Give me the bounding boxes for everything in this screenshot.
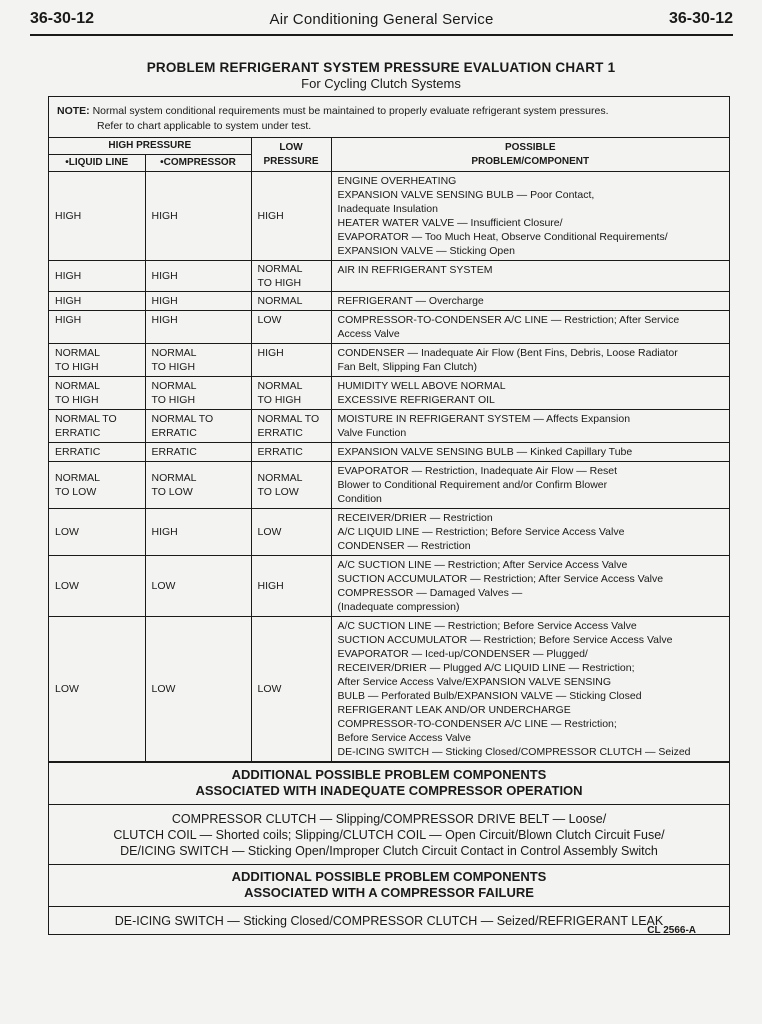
problem-component-cell — [331, 344, 729, 377]
table-row — [49, 377, 729, 410]
low-pressure-cell-line: ERRATIC — [257, 427, 303, 439]
liquid-line-cell-line: NORMAL — [55, 472, 100, 484]
liquid-line-cell — [49, 292, 145, 311]
liquid-line-cell-line: NORMAL — [55, 347, 100, 359]
chart-subtitle: For Cycling Clutch Systems — [301, 76, 461, 91]
problem-component-cell — [331, 443, 729, 462]
low-pressure-cell-line: NORMAL — [257, 380, 303, 392]
liquid-line-cell-line: NORMAL TO — [55, 413, 117, 425]
low-pressure-cell — [251, 311, 331, 344]
problem-component-cell-line: COMPRESSOR-TO-CONDENSER A/C LINE — Restriction; After Service — [337, 314, 680, 326]
problem-component-cell-line: COMPRESSOR — Damaged Valves — — [337, 587, 523, 599]
low-pressure-cell-line: TO LOW — [257, 486, 299, 498]
liquid-line-cell-line: NORMAL — [55, 380, 100, 392]
low-pressure-cell — [251, 410, 331, 443]
table-row — [49, 462, 729, 509]
compressor-cell-line: NORMAL — [151, 347, 197, 359]
low-pressure-cell — [251, 292, 331, 311]
problem-component-cell-line: (Inadequate compression) — [337, 601, 460, 613]
liquid-line-cell-line: HIGH — [55, 314, 82, 326]
table-row — [49, 292, 729, 311]
table-row — [49, 172, 729, 261]
liquid-line-cell — [49, 172, 145, 261]
liquid-line-cell — [49, 556, 145, 617]
problem-component-cell-line: BULB — Perforated Bulb/EXPANSION VALVE — Sticking Closed — [337, 690, 642, 702]
liquid-line-cell-line: HIGH — [55, 270, 82, 282]
low-pressure-cell — [251, 261, 331, 292]
compressor-cell — [145, 462, 251, 509]
problem-component-cell-line: HUMIDITY WELL ABOVE NORMAL — [337, 380, 506, 392]
problem-component-cell-line: DE-ICING SWITCH — Sticking Closed/COMPRESSOR CLUTCH — Seized — [337, 746, 691, 758]
low-pressure-cell-line: NORMAL — [257, 295, 303, 307]
compressor-cell — [145, 172, 251, 261]
problem-component-cell-line: EXCESSIVE REFRIGERANT OIL — [337, 394, 495, 406]
liquid-line-cell-line: TO HIGH — [55, 394, 99, 406]
compressor-cell-line: NORMAL TO — [151, 413, 214, 425]
note-text-2: Refer to chart applicable to system under test. — [97, 120, 312, 132]
problem-component-cell-line: RECEIVER/DRIER — Plugged A/C LIQUID LINE — Restriction; — [337, 662, 635, 674]
low-pressure-cell — [251, 462, 331, 509]
table-row — [49, 509, 729, 556]
problem-component-cell-line: MOISTURE IN REFRIGERANT SYSTEM — Affects Expansion — [337, 413, 631, 425]
problem-component-cell — [331, 462, 729, 509]
page-number-right: 36-30-12 — [668, 10, 733, 27]
liquid-line-cell — [49, 462, 145, 509]
compressor-cell — [145, 261, 251, 292]
liquid-line-cell — [49, 344, 145, 377]
liquid-line-cell — [49, 377, 145, 410]
liquid-line-cell-line: TO LOW — [55, 486, 97, 498]
liquid-line-cell-line: HIGH — [55, 295, 82, 307]
compressor-cell — [145, 443, 251, 462]
low-pressure-cell-line: HIGH — [257, 580, 284, 592]
page-number-left: 36-30-12 — [30, 10, 95, 27]
problem-component-cell — [331, 410, 729, 443]
low-pressure-cell-line: LOW — [257, 683, 282, 695]
low-pressure-cell-line: HIGH — [257, 210, 284, 222]
compressor-cell — [145, 509, 251, 556]
compressor-cell-line: ERRATIC — [151, 446, 197, 458]
low-pressure-cell-line: TO HIGH — [257, 394, 302, 406]
compressor-cell — [145, 410, 251, 443]
header-high-pressure: HIGH PRESSURE — [49, 138, 251, 155]
problem-component-cell-line: REFRIGERANT — Overcharge — [337, 295, 484, 307]
problem-component-cell — [331, 261, 729, 292]
problem-component-cell-line: COMPRESSOR-TO-CONDENSER A/C LINE — Restriction; — [337, 718, 617, 730]
low-pressure-cell-line: HIGH — [257, 347, 284, 359]
liquid-line-cell — [49, 261, 145, 292]
additional-inadequate-line-2: CLUTCH COIL — Shorted coils; Slipping/CLUTCH COIL — Open Circuit/Blown Clutch Circuit Fuse/ — [113, 828, 665, 842]
page-header — [30, 8, 733, 36]
low-pressure-cell-line: NORMAL TO — [257, 413, 320, 425]
low-pressure-cell — [251, 172, 331, 261]
header-low-pressure — [251, 138, 331, 172]
table-row — [49, 443, 729, 462]
compressor-cell — [145, 292, 251, 311]
problem-component-cell-line: Valve Function — [337, 427, 407, 439]
liquid-line-cell — [49, 311, 145, 344]
low-pressure-cell — [251, 556, 331, 617]
low-pressure-cell-line: TO HIGH — [257, 277, 302, 289]
additional-failure-heading-line-1: ADDITIONAL POSSIBLE PROBLEM COMPONENTS — [231, 869, 547, 884]
low-pressure-cell — [251, 509, 331, 556]
low-pressure-cell-line: LOW — [257, 314, 282, 326]
liquid-line-cell — [49, 617, 145, 762]
table-body — [49, 172, 729, 762]
additional-inadequate-body — [49, 804, 729, 864]
problem-component-cell-line: Condition — [337, 493, 382, 505]
liquid-line-cell-line: ERRATIC — [55, 446, 101, 458]
compressor-cell-line: NORMAL — [151, 472, 197, 484]
header-compressor: •COMPRESSOR — [145, 155, 251, 172]
problem-component-cell-line: RECEIVER/DRIER — Restriction — [337, 512, 493, 524]
problem-component-cell — [331, 172, 729, 261]
table-row — [49, 344, 729, 377]
problem-component-cell-line: A/C SUCTION LINE — Restriction; After Service Access Valve — [337, 559, 628, 571]
problem-component-cell — [331, 509, 729, 556]
problem-component-cell-line: EXPANSION VALVE — Sticking Open — [337, 245, 515, 257]
low-pressure-cell — [251, 617, 331, 762]
problem-component-cell-line: EXPANSION VALVE SENSING BULB — Kinked Capillary Tube — [337, 446, 633, 458]
problem-component-cell-line: SUCTION ACCUMULATOR — Restriction; Before Service Access Valve — [337, 634, 673, 646]
table-row — [49, 311, 729, 344]
problem-component-cell-line: REFRIGERANT LEAK AND/OR UNDERCHARGE — [337, 704, 571, 716]
low-pressure-cell-line: LOW — [257, 526, 282, 538]
liquid-line-cell-line: HIGH — [55, 210, 82, 222]
note-box — [49, 97, 729, 138]
problem-component-cell — [331, 311, 729, 344]
note-label: NOTE: — [57, 105, 90, 117]
compressor-cell — [145, 556, 251, 617]
liquid-line-cell — [49, 410, 145, 443]
header-liquid-line: •LIQUID LINE — [49, 155, 145, 172]
header-low-line-1: LOW — [279, 141, 303, 153]
chart-title: PROBLEM REFRIGERANT SYSTEM PRESSURE EVALUATION CHART 1 — [146, 60, 616, 75]
header-low-line-2: PRESSURE — [263, 155, 319, 167]
problem-component-cell-line: After Service Access Valve/EXPANSION VALVE SENSING — [337, 676, 611, 688]
problem-component-cell-line: SUCTION ACCUMULATOR — Restriction; After Service Access Valve — [337, 573, 664, 585]
additional-inadequate-line-3: DE/ICING SWITCH — Sticking Open/Improper Clutch Circuit Contact in Control Assembly Switch — [120, 844, 658, 858]
problem-component-cell-line: ENGINE OVERHEATING — [337, 175, 457, 187]
liquid-line-cell-line: LOW — [55, 580, 79, 592]
problem-component-cell-line: AIR IN REFRIGERANT SYSTEM — [337, 264, 493, 276]
problem-component-cell-line: Access Valve — [337, 328, 400, 340]
problem-component-cell-line: Inadequate Insulation — [337, 203, 438, 215]
liquid-line-cell-line: LOW — [55, 683, 79, 695]
additional-failure-heading-line-2: ASSOCIATED WITH A COMPRESSOR FAILURE — [244, 885, 534, 900]
problem-component-cell-line: Fan Belt, Slipping Fan Clutch) — [337, 361, 477, 373]
compressor-cell-line: TO HIGH — [151, 394, 196, 406]
figure-reference-code: CL 2566-A — [647, 925, 696, 936]
problem-component-cell-line: EVAPORATOR — Too Much Heat, Observe Conditional Requirements/ — [337, 231, 668, 243]
compressor-cell-line: TO LOW — [151, 486, 193, 498]
problem-component-cell-line: EXPANSION VALVE SENSING BULB — Poor Contact, — [337, 189, 595, 201]
liquid-line-cell-line: TO HIGH — [55, 361, 99, 373]
additional-inadequate-heading-line-2: ASSOCIATED WITH INADEQUATE COMPRESSOR OPERATION — [195, 783, 583, 798]
problem-component-cell — [331, 556, 729, 617]
header-problem-line-1: POSSIBLE — [504, 141, 556, 153]
compressor-cell-line: HIGH — [151, 526, 178, 538]
problem-component-cell-line: CONDENSER — Inadequate Air Flow (Bent Fins, Debris, Loose Radiator — [337, 347, 678, 359]
problem-component-cell-line: Blower to Conditional Requirement and/or Confirm Blower — [337, 479, 608, 491]
compressor-cell-line: HIGH — [151, 314, 178, 326]
problem-component-cell-line: CONDENSER — Restriction — [337, 540, 471, 552]
compressor-cell-line: ERRATIC — [151, 427, 197, 439]
table-row — [49, 410, 729, 443]
problem-component-cell-line: EVAPORATOR — Restriction, Inadequate Air Flow — Reset — [337, 465, 618, 477]
compressor-cell-line: NORMAL — [151, 380, 197, 392]
additional-failure-heading — [49, 864, 729, 906]
note-text-1: Normal system conditional requirements must be maintained to properly evaluate refrigerant system pressures. — [92, 105, 609, 117]
low-pressure-cell — [251, 443, 331, 462]
liquid-line-cell-line: ERRATIC — [55, 427, 101, 439]
compressor-cell — [145, 344, 251, 377]
table-row — [49, 261, 729, 292]
liquid-line-cell — [49, 509, 145, 556]
note-line-1 — [57, 104, 721, 119]
compressor-cell — [145, 311, 251, 344]
problem-component-cell — [331, 377, 729, 410]
additional-failure-line-1: DE-ICING SWITCH — Sticking Closed/COMPRESSOR CLUTCH — Seized/REFRIGERANT LEAK — [114, 914, 664, 928]
header-problem-component — [331, 138, 729, 172]
compressor-cell — [145, 617, 251, 762]
additional-inadequate-line-1: COMPRESSOR CLUTCH — Slipping/COMPRESSOR DRIVE BELT — Loose/ — [171, 812, 607, 826]
problem-component-cell-line: Before Service Access Valve — [337, 732, 471, 744]
problem-component-cell-line: HEATER WATER VALVE — Insufficient Closure/ — [337, 217, 563, 229]
pressure-evaluation-table — [49, 138, 729, 762]
problem-component-cell-line: A/C LIQUID LINE — Restriction; Before Service Access Valve — [337, 526, 625, 538]
problem-component-cell — [331, 292, 729, 311]
problem-component-cell-line: A/C SUCTION LINE — Restriction; Before Service Access Valve — [337, 620, 637, 632]
header-problem-line-2: PROBLEM/COMPONENT — [471, 155, 590, 167]
additional-failure-body — [49, 906, 729, 934]
compressor-cell-line: HIGH — [151, 270, 178, 282]
compressor-cell-line: HIGH — [151, 295, 178, 307]
liquid-line-cell-line: LOW — [55, 526, 79, 538]
low-pressure-cell-line: NORMAL — [257, 472, 303, 484]
compressor-cell-line: TO HIGH — [151, 361, 196, 373]
evaluation-chart-frame — [48, 96, 730, 935]
table-row — [49, 556, 729, 617]
compressor-cell-line: LOW — [151, 683, 176, 695]
problem-component-cell — [331, 617, 729, 762]
additional-inadequate-heading-line-1: ADDITIONAL POSSIBLE PROBLEM COMPONENTS — [231, 767, 547, 782]
problem-component-cell-line: EVAPORATOR — Iced-up/CONDENSER — Plugged/ — [337, 648, 588, 660]
table-row — [49, 617, 729, 762]
compressor-cell — [145, 377, 251, 410]
low-pressure-cell-line: ERRATIC — [257, 446, 303, 458]
additional-inadequate-heading — [49, 762, 729, 804]
low-pressure-cell — [251, 344, 331, 377]
low-pressure-cell-line: NORMAL — [257, 263, 303, 275]
compressor-cell-line: LOW — [151, 580, 176, 592]
low-pressure-cell — [251, 377, 331, 410]
running-title: Air Conditioning General Service — [269, 11, 494, 28]
liquid-line-cell — [49, 443, 145, 462]
compressor-cell-line: HIGH — [151, 210, 178, 222]
